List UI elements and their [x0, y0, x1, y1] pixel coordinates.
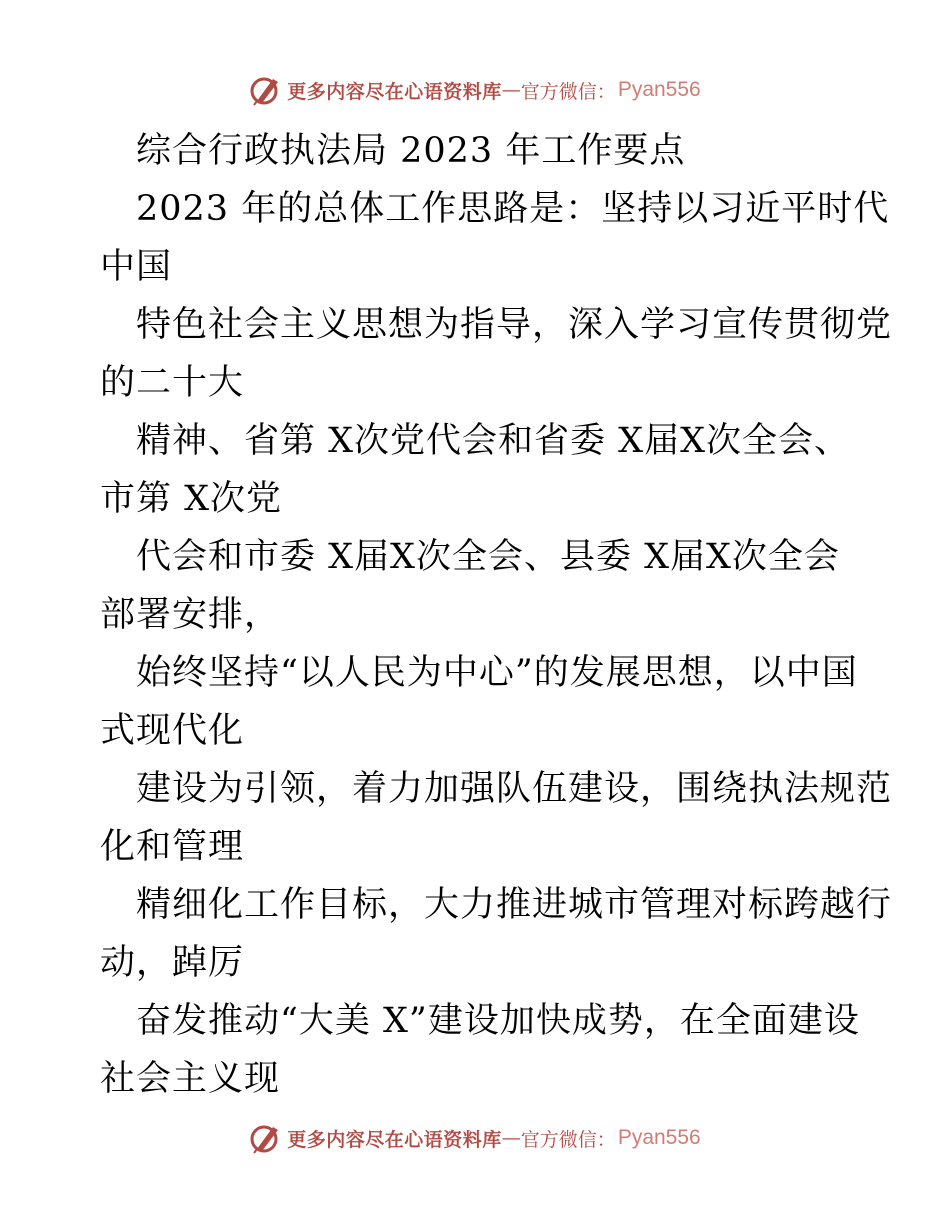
watermark-separator: —: [501, 1127, 521, 1149]
watermark-separator: —: [501, 79, 521, 101]
paragraph-line: 动，踔厉: [100, 943, 245, 983]
watermark-text: 更多内容尽在心语资料库: [287, 1128, 502, 1151]
watermark-wechat-id: Pyan556: [617, 78, 701, 101]
paragraph-line: 中国: [100, 247, 173, 287]
header-watermark: [0, 70, 950, 110]
paragraph-line: 精细化工作目标，大力推进城市管理对标跨越行: [136, 885, 893, 925]
document-title: 综合行政执法局 2023 年工作要点: [136, 131, 686, 171]
paragraph-line: 的二十大: [100, 363, 245, 403]
watermark-wechat-label: 官方微信：: [520, 1128, 616, 1151]
paragraph-line: 市第 X次党: [100, 479, 283, 519]
watermark-wechat-label: 官方微信：: [520, 80, 616, 103]
paragraph-line: 社会主义现: [100, 1059, 281, 1099]
quill-pen-logo-icon: [249, 1121, 283, 1155]
document-body: [100, 122, 893, 1108]
paragraph-line: 精神、省第 X次党代会和省委 X届X次全会、: [136, 421, 851, 461]
paragraph-line: 始终坚持“以人民为中心”的发展思想，以中国: [136, 653, 858, 693]
paragraph-line: 部署安排，: [100, 595, 281, 635]
paragraph-line: 式现代化: [100, 711, 245, 751]
quill-pen-logo-icon: [249, 73, 283, 107]
paragraph-line: 特色社会主义思想为指导，深入学习宣传贯彻党: [136, 305, 893, 345]
paragraph-line: 建设为引领，着力加强队伍建设，围绕执法规范: [136, 769, 893, 809]
watermark-wechat-id: Pyan556: [617, 1126, 701, 1149]
footer-watermark: [0, 1118, 950, 1158]
paragraph-line: 2023 年的总体工作思路是：坚持以习近平时代: [136, 189, 890, 229]
paragraph-line: 奋发推动“大美 X”建设加快成势，在全面建设: [136, 1001, 860, 1041]
watermark-text: 更多内容尽在心语资料库: [287, 80, 502, 103]
paragraph-line: 代会和市委 X届X次全会、县委 X届X次全会: [136, 537, 840, 577]
paragraph-line: 化和管理: [100, 827, 245, 867]
